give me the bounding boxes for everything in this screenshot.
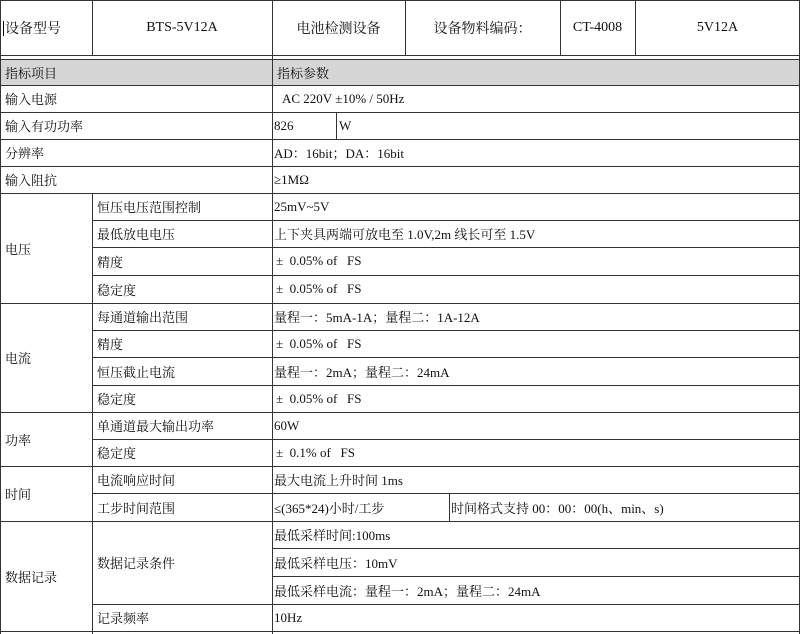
model-value: BTS-5V12A <box>146 20 218 35</box>
record-condition-label: 数据记录条件 <box>97 557 176 572</box>
row-label-resolution: 分辨率 <box>5 147 45 162</box>
time-step-label: 工步时间范围 <box>97 501 176 517</box>
row-value-active-power: 826 <box>274 117 294 133</box>
group-label-power: 功率 <box>5 433 32 449</box>
model-label-text: 设备型号 <box>5 21 61 37</box>
time-step-value: ≤(365*24)小时/工步 <box>274 500 385 516</box>
group-label-time: 时间 <box>5 488 32 503</box>
current-accuracy-value: ± 0.05% of FS <box>276 335 362 351</box>
group-label-current: 电流 <box>5 352 32 367</box>
record-freq-label: 记录频率 <box>97 612 150 627</box>
current-range-value: 量程一：5mA-1A；量程二：1A-12A <box>274 310 480 325</box>
column-header-item: 指标项目 <box>0 60 272 85</box>
current-cutoff-value: 量程一：2mA；量程二：24mA <box>274 364 450 380</box>
voltage-cv-range-value: 25mV~5V <box>274 198 330 214</box>
group-label-voltage: 电压 <box>5 242 32 258</box>
row-unit-active-power: W <box>339 117 352 133</box>
power-stability-value: ± 0.1% of FS <box>276 444 356 460</box>
record-freq-value: 10Hz <box>274 609 303 625</box>
voltage-stability-label: 稳定度 <box>97 283 137 299</box>
current-stability-label: 稳定度 <box>97 393 137 408</box>
row-value-power-input: AC 220V ±10% / 50Hz <box>282 90 405 106</box>
power-max-value: 60W <box>274 417 300 433</box>
device-type: 电池检测设备 <box>296 21 381 37</box>
row-label-power-input: 输入电源 <box>5 93 58 108</box>
voltage-accuracy-label: 精度 <box>97 255 124 271</box>
record-min-current: 最低采样电流：量程一：2mA；量程二：24mA <box>274 583 541 599</box>
current-cutoff-label: 恒压截止电流 <box>97 365 176 381</box>
record-min-voltage: 最低采样电压：10mV <box>274 555 398 571</box>
time-response-value: 最大电流上升时间 1ms <box>274 473 403 488</box>
record-min-time: 最低采样时间:100ms <box>274 528 391 543</box>
voltage-cv-range-label: 恒压电压范围控制 <box>97 201 202 216</box>
row-value-resolution: AD：16bit；DA：16bit <box>274 146 405 161</box>
voltage-accuracy-value: ± 0.05% of FS <box>276 253 362 268</box>
row-label-impedance: 输入阻抗 <box>5 174 58 189</box>
model-label <box>0 0 92 56</box>
time-format-value: 时间格式支持 00：00：00(h、min、s) <box>451 500 664 516</box>
material-code-label: 设备物料编码： <box>433 21 532 37</box>
spec-value: 5V12A <box>696 20 739 35</box>
current-stability-value: ± 0.05% of FS <box>276 390 362 406</box>
row-value-impedance: ≥1MΩ <box>274 171 309 187</box>
power-max-label: 单通道最大输出功率 <box>97 420 215 435</box>
voltage-stability-value: ± 0.05% of FS <box>276 281 362 296</box>
group-label-record: 数据记录 <box>5 570 58 586</box>
current-accuracy-label: 精度 <box>97 338 124 353</box>
current-range-label: 每通道输出范围 <box>97 311 189 326</box>
voltage-min-discharge-value: 上下夹具两端可放电至 1.0V,2m 线长可至 1.5V <box>274 227 536 242</box>
time-response-label: 电流响应时间 <box>97 474 176 489</box>
row-label-active-power: 输入有功功率 <box>5 120 84 135</box>
material-code: CT-4008 <box>572 20 623 35</box>
power-stability-label: 稳定度 <box>97 447 137 462</box>
column-header-param: 指标参数 <box>272 60 800 85</box>
voltage-min-discharge-label: 最低放电电压 <box>97 228 176 243</box>
